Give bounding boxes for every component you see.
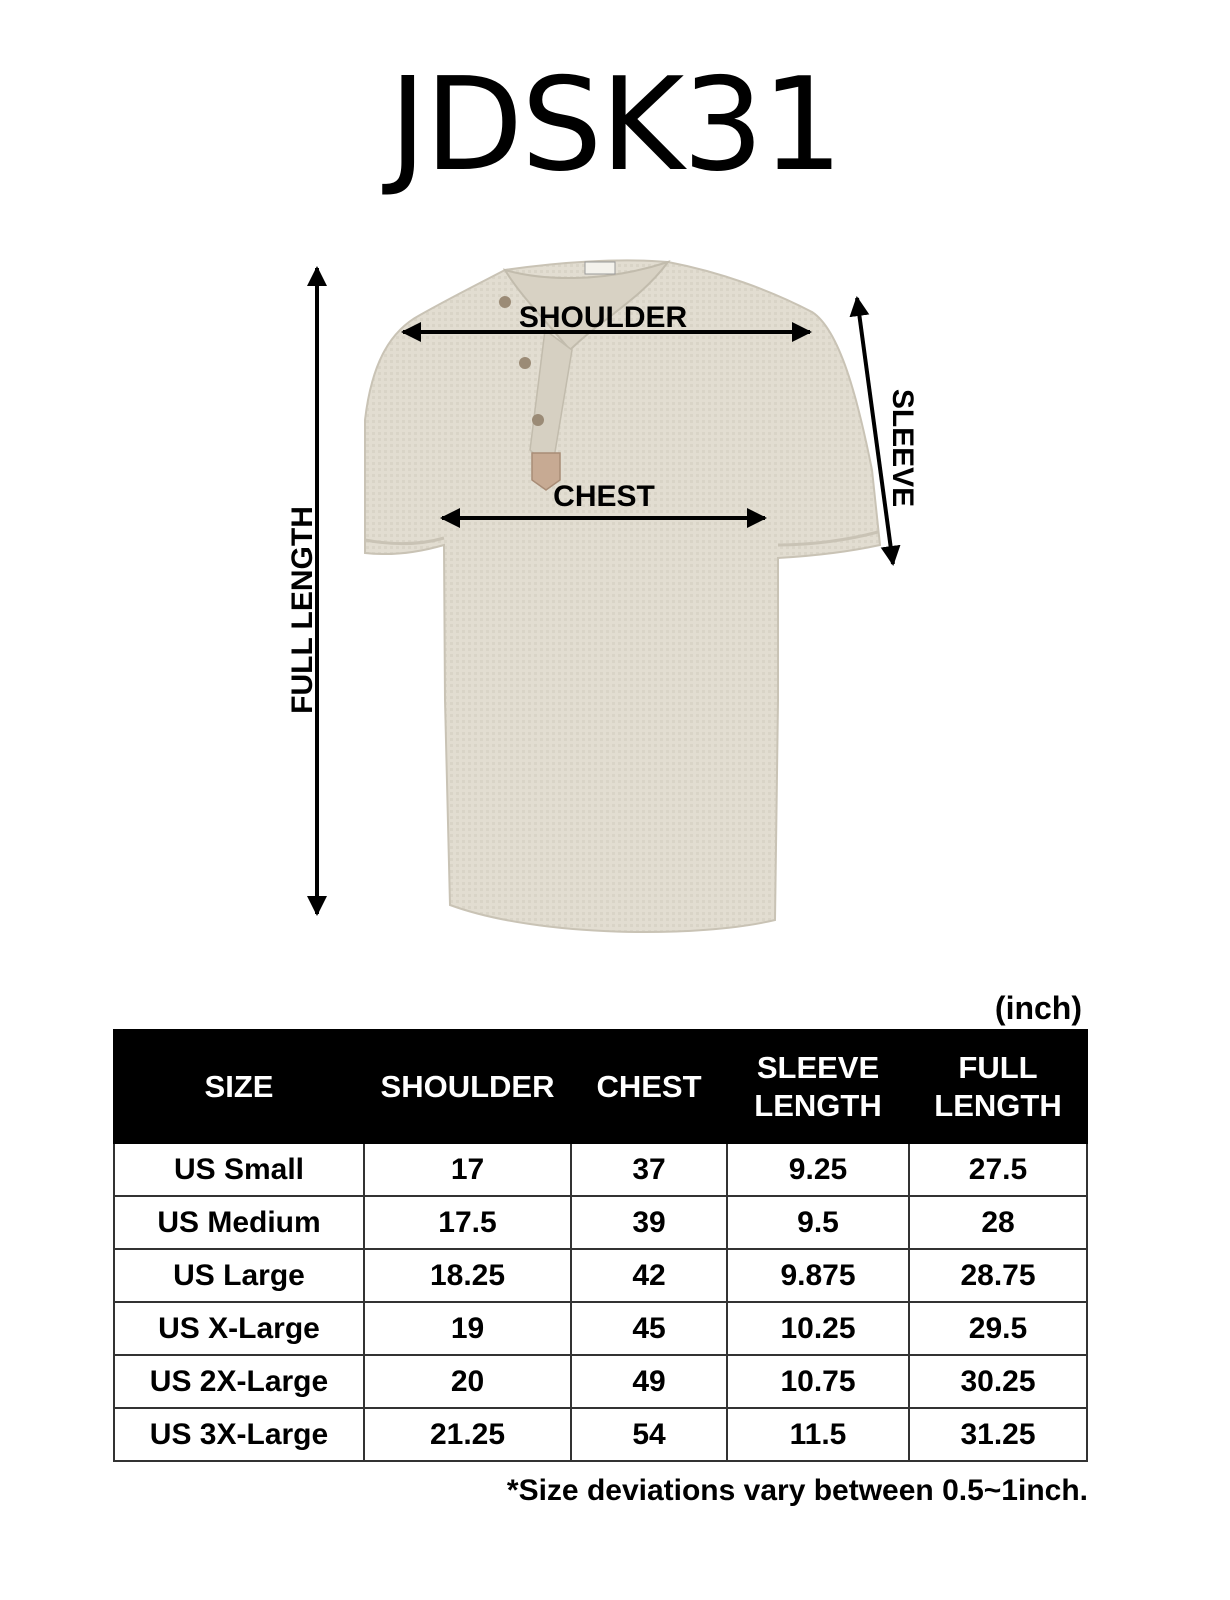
henley-shirt-illustration: [365, 260, 880, 932]
cell-chest: 49: [571, 1355, 727, 1408]
product-code-title: JDSK31: [388, 51, 842, 200]
header-full-length: [909, 1030, 1087, 1143]
cell-size: US Large: [114, 1249, 364, 1302]
header-sleeve-length: [727, 1030, 909, 1143]
table-header-row: [114, 1030, 1087, 1143]
cell-shoulder: 18.25: [364, 1249, 571, 1302]
cell-size: US 3X-Large: [114, 1408, 364, 1461]
cell-shoulder: 17: [364, 1143, 571, 1196]
chest-label: CHEST: [553, 480, 655, 513]
cell-chest: 37: [571, 1143, 727, 1196]
size-chart-table: [113, 1029, 1088, 1462]
cell-full-length: 27.5: [909, 1143, 1087, 1196]
table-row: [114, 1302, 1087, 1355]
cell-full-length: 31.25: [909, 1408, 1087, 1461]
cell-chest: 54: [571, 1408, 727, 1461]
cell-shoulder: 20: [364, 1355, 571, 1408]
cell-chest: 45: [571, 1302, 727, 1355]
table-row: [114, 1249, 1087, 1302]
header-full-line1: FULL: [958, 1050, 1038, 1086]
header-full-line2: LENGTH: [934, 1087, 1062, 1123]
header-shoulder: SHOULDER: [364, 1030, 571, 1143]
cell-full-length: 28.75: [909, 1249, 1087, 1302]
unit-label: (inch): [994, 990, 1082, 1026]
cell-sleeve: 10.25: [727, 1302, 909, 1355]
size-deviation-note: *Size deviations vary between 0.5~1inch.: [506, 1474, 1088, 1507]
cell-full-length: 29.5: [909, 1302, 1087, 1355]
shoulder-label: SHOULDER: [518, 301, 688, 334]
cell-size: US Small: [114, 1143, 364, 1196]
cell-size: US 2X-Large: [114, 1355, 364, 1408]
cell-sleeve: 9.875: [727, 1249, 909, 1302]
cell-sleeve: 9.25: [727, 1143, 909, 1196]
table-row: [114, 1355, 1087, 1408]
cell-shoulder: 17.5: [364, 1196, 571, 1249]
cell-sleeve: 11.5: [727, 1408, 909, 1461]
cell-size: US X-Large: [114, 1302, 364, 1355]
cell-chest: 42: [571, 1249, 727, 1302]
cell-size: US Medium: [114, 1196, 364, 1249]
header-sleeve-line2: LENGTH: [754, 1087, 882, 1123]
header-size: SIZE: [114, 1030, 364, 1143]
cell-shoulder: 21.25: [364, 1408, 571, 1461]
header-chest: CHEST: [571, 1030, 727, 1143]
cell-chest: 39: [571, 1196, 727, 1249]
table-row: [114, 1408, 1087, 1461]
sleeve-label: SLEEVE: [886, 388, 919, 508]
full-length-label: FULL LENGTH: [286, 506, 319, 714]
cell-sleeve: 9.5: [727, 1196, 909, 1249]
cell-full-length: 28: [909, 1196, 1087, 1249]
cell-sleeve: 10.75: [727, 1355, 909, 1408]
header-sleeve-line1: SLEEVE: [756, 1050, 880, 1086]
cell-shoulder: 19: [364, 1302, 571, 1355]
table-row: [114, 1143, 1087, 1196]
table-row: [114, 1196, 1087, 1249]
cell-full-length: 30.25: [909, 1355, 1087, 1408]
